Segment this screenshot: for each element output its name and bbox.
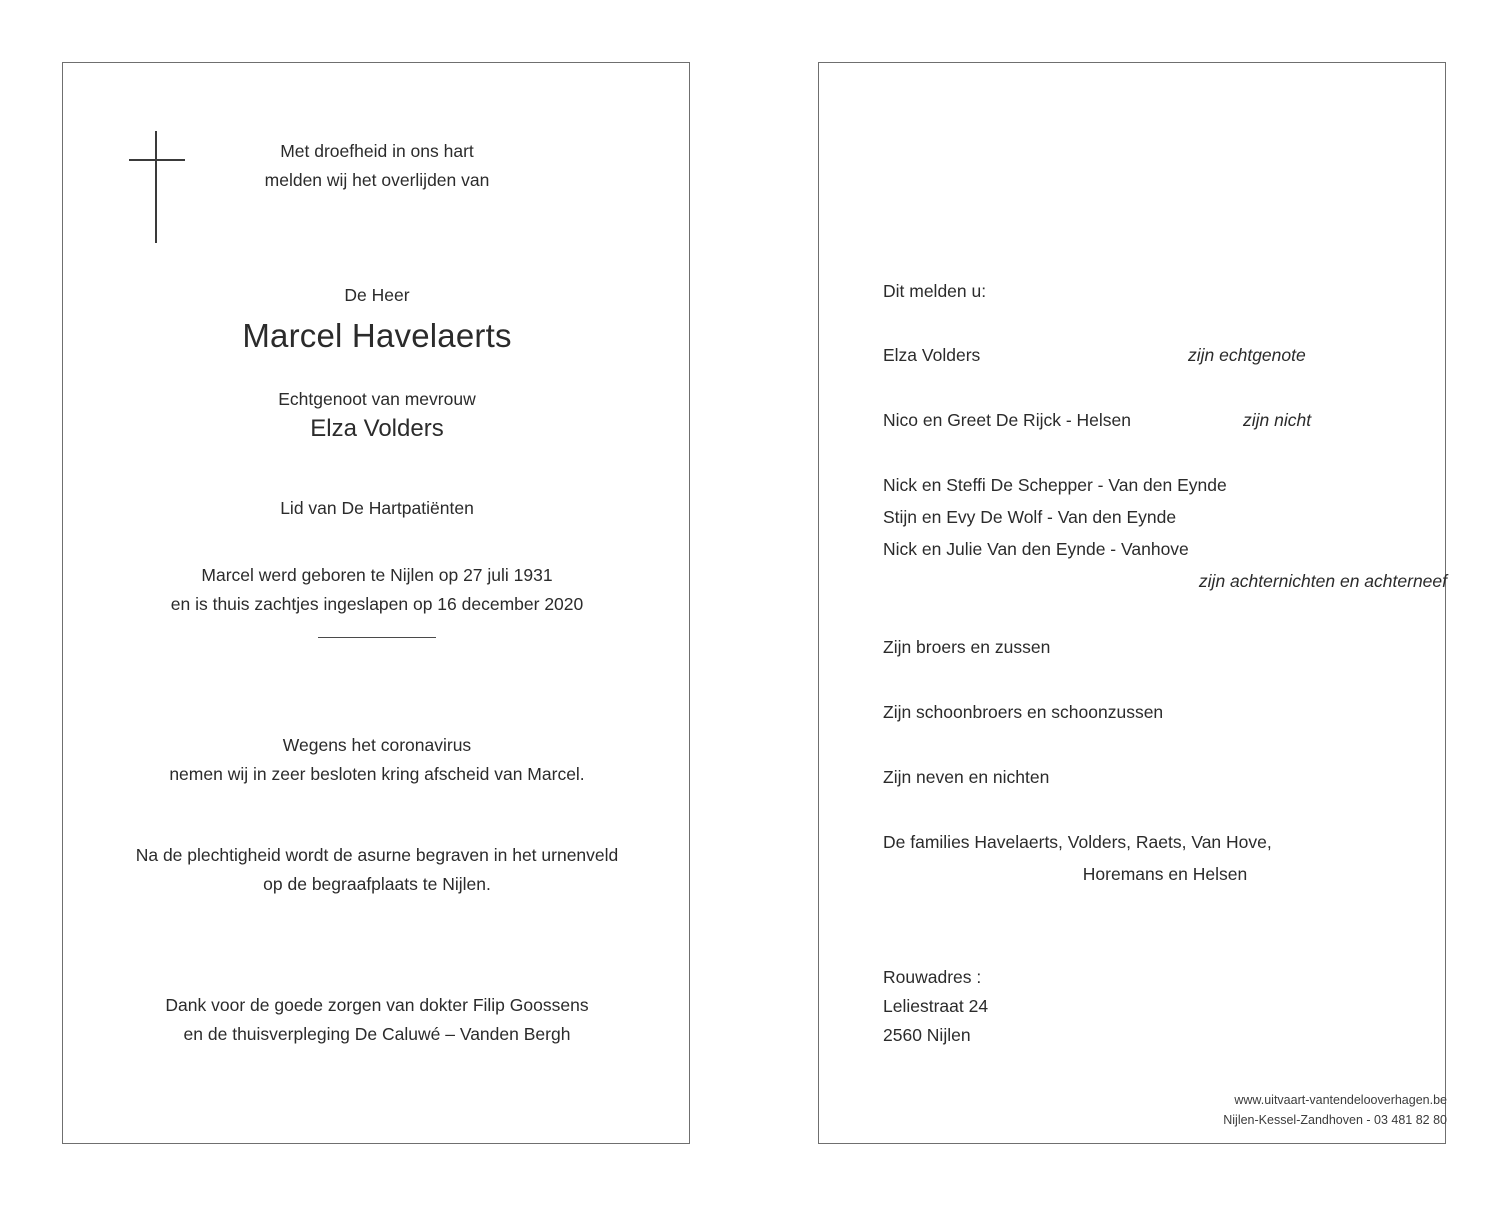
survivor-families-line-1: De families Havelaerts, Volders, Raets, Van Hove, <box>883 832 1272 852</box>
survivor-niece-names: Nico en Greet De Rijck - Helsen <box>883 410 1131 430</box>
membership-text: Lid van De Hartpatiënten <box>280 498 474 518</box>
burial-line-2: op de begraafplaats te Nijlen. <box>263 874 491 894</box>
burial-line-1: Na de plechtigheid wordt de asurne begraven in het urnenveld <box>135 845 619 865</box>
death-line: en is thuis zachtjes ingeslapen op 16 december 2020 <box>170 594 584 614</box>
survivor-siblings: Zijn broers en zussen <box>883 637 1051 657</box>
survivor-grandniece-3: Nick en Julie Van den Eynde - Vanhove <box>883 539 1189 559</box>
announcement-right-content <box>883 63 1447 1145</box>
survivor-spouse-relation: zijn echtgenote <box>1188 345 1306 365</box>
footer-contact: Nijlen-Kessel-Zandhoven - 03 481 82 80 <box>1223 1113 1447 1127</box>
intro-line-1: Met droefheid in ons hart <box>280 141 474 161</box>
mourning-address-street: Leliestraat 24 <box>883 996 989 1016</box>
survivor-nephews-nieces: Zijn neven en nichten <box>883 767 1050 787</box>
mourning-address-city: 2560 Nijlen <box>883 1025 971 1045</box>
survivor-niece-relation: zijn nicht <box>1243 410 1312 430</box>
intro-text <box>63 137 691 195</box>
spouse-name: Elza Volders <box>310 415 444 442</box>
thanks-line-1: Dank voor de goede zorgen van dokter Filip Goossens <box>165 995 589 1015</box>
survivor-grandniece-1: Nick en Steffi De Schepper - Van den Eynde <box>883 475 1227 495</box>
survivor-grandniece-relation: zijn achternichten en achterneef <box>1198 571 1447 591</box>
thanks-notice <box>63 991 691 1049</box>
burial-notice <box>63 841 691 899</box>
corona-line-1: Wegens het coronavirus <box>282 735 472 755</box>
thanks-line-2: en de thuisverpleging De Caluwé – Vanden Bergh <box>183 1024 571 1044</box>
survivor-in-laws: Zijn schoonbroers en schoonzussen <box>883 702 1164 722</box>
intro-line-2: melden wij het overlijden van <box>264 170 490 190</box>
divider-rule <box>318 637 436 638</box>
deceased-title: De Heer <box>344 285 410 305</box>
mourning-address-label: Rouwadres : <box>883 967 982 987</box>
survivor-families-line-2: Horemans en Helsen <box>1082 864 1248 884</box>
announcement-card-right <box>818 62 1446 1144</box>
life-dates <box>63 561 691 619</box>
spouse-label: Echtgenoot van mevrouw <box>278 389 476 409</box>
survivor-spouse-name: Elza Volders <box>883 345 981 365</box>
announce-label: Dit melden u: <box>883 281 987 301</box>
corona-line-2: nemen wij in zeer besloten kring afscheid van Marcel. <box>169 764 585 784</box>
birth-line: Marcel werd geboren te Nijlen op 27 juli 1931 <box>201 565 553 585</box>
announcement-card-left <box>62 62 690 1144</box>
corona-notice <box>63 731 691 789</box>
survivor-grandniece-2: Stijn en Evy De Wolf - Van den Eynde <box>883 507 1177 527</box>
deceased-name: Marcel Havelaerts <box>242 317 512 354</box>
footer-website: www.uitvaart-vantendelooverhagen.be <box>1234 1093 1447 1107</box>
